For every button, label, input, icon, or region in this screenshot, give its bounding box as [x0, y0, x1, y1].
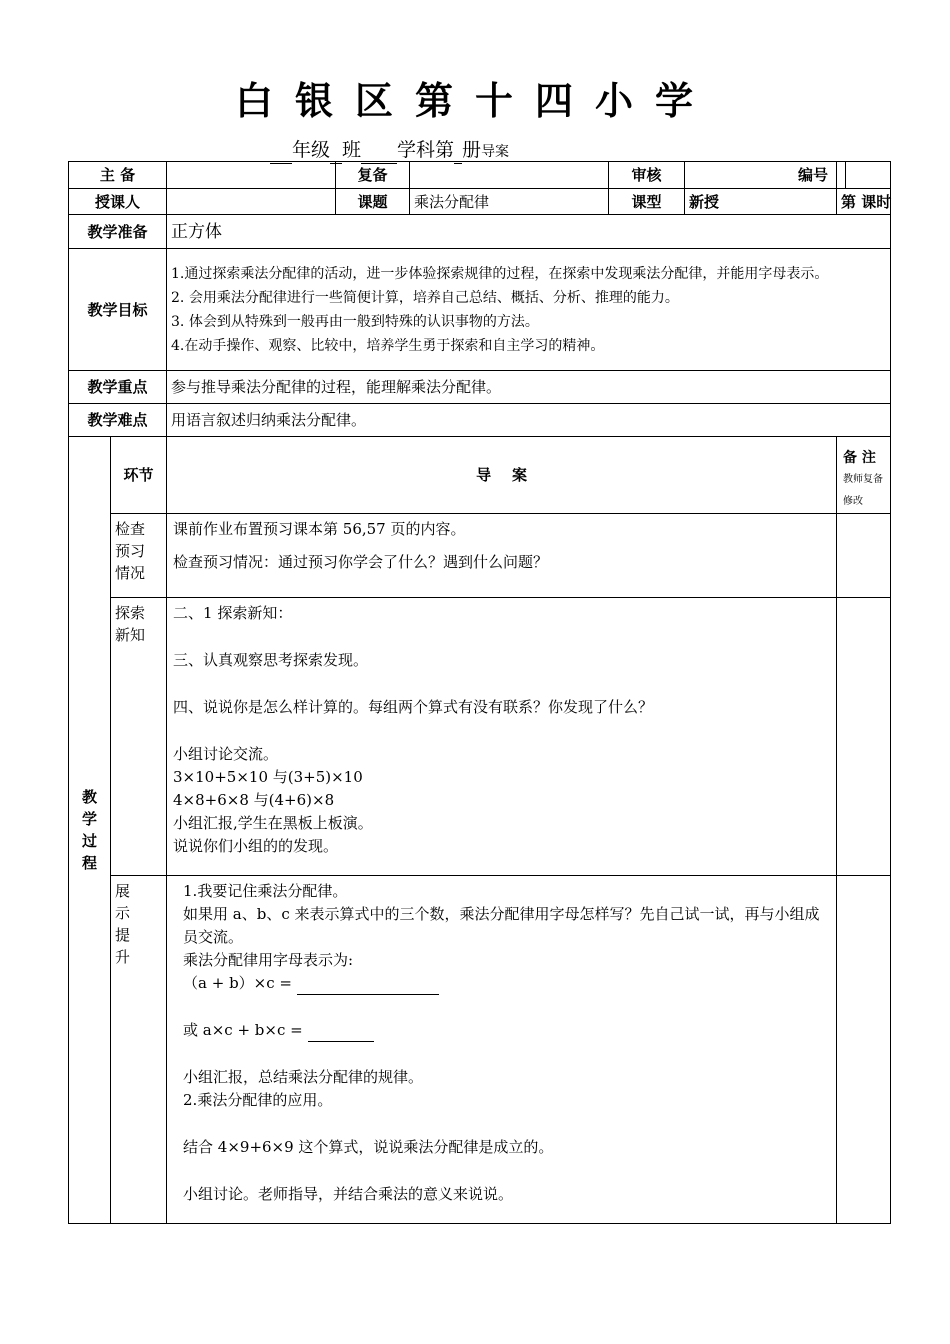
teacher-value: [167, 189, 336, 215]
key-point-label: 教学重点: [69, 371, 167, 404]
difficulty-label: 教学难点: [69, 404, 167, 437]
answer-blank[interactable]: [297, 976, 439, 995]
row-section-show: [69, 876, 891, 1224]
goals-label: 教学目标: [69, 249, 167, 371]
section-note: [837, 876, 891, 1224]
school-title: 白银区第十四小学: [234, 79, 715, 123]
section-content: 二、1 探索新知： 三、认真观察思考探索发现。 四、说说你是怎么样计算的。每组两个算式有没有联系？你发现了什么？ 小组讨论交流。 3×10+5×10 与(3+5)×10 4×8+6×8 与(4+6)×8 小组汇报,学生在黑板上板演。 说说你们小组的的发现。: [167, 598, 837, 876]
shenhe-label: 审核: [609, 162, 685, 189]
goal-item: 2. 会用乘法分配律进行一些简便计算，培养自己总结、概括、分析、推理的能力。: [171, 289, 679, 306]
fubei-label: 复备: [336, 162, 410, 189]
subject-label: 学科第: [397, 139, 455, 161]
bianhao-label: 编号: [837, 162, 846, 189]
topic-value: 乘法分配律: [410, 189, 609, 215]
goal-item: 4.在动手操作、观察、比较中，培养学生勇于探索和自主学习的精神。: [171, 337, 605, 354]
volume-label: 册: [462, 139, 482, 161]
class-label: 班: [342, 139, 362, 161]
note-column-header: 备 注 教师复备修改: [837, 437, 891, 514]
process-label: 教 学 过 程: [69, 437, 111, 1224]
section-note: [837, 598, 891, 876]
row-section-preview: [69, 514, 891, 598]
row-section-explore: [69, 598, 891, 876]
goal-item: 1.通过探索乘法分配律的活动，进一步体验探索规律的过程，在探索中发现乘法分配律，并能用字母表示。: [171, 265, 829, 282]
preparation-value: 正方体: [167, 215, 891, 249]
section-name: 展 示 提 升: [111, 876, 167, 1224]
section-content: 课前作业布置预习课本第 56,57 页的内容。 检查预习情况：通过预习你学会了什么？遇到什么问题？: [167, 514, 837, 598]
row-preparers: [69, 162, 891, 189]
row-goals: [69, 249, 891, 371]
difficulty-value: 用语言叙述归纳乘法分配律。: [167, 404, 891, 437]
bianhao-value: [846, 162, 891, 189]
zhubei-label: 主 备: [69, 162, 167, 189]
answer-blank[interactable]: [308, 1023, 374, 1042]
plan-column-header: 导 案: [167, 437, 837, 514]
lesson-plan-table: [68, 161, 891, 1224]
row-difficulty: [69, 404, 891, 437]
section-name: 探索 新知: [111, 598, 167, 876]
goal-item: 3. 体会到从特殊到一般再由一般到特殊的认识事物的方法。: [171, 313, 539, 330]
grade-label: 年级: [292, 139, 331, 161]
row-course: [69, 189, 891, 215]
section-name: 检查 预习 情况: [111, 514, 167, 598]
zhubei-value: [167, 162, 336, 189]
section-column-header: 环节: [111, 437, 167, 514]
type-value: 新授: [685, 189, 837, 215]
period-label: 第 课时: [837, 189, 891, 215]
preparation-label: 教学准备: [69, 215, 167, 249]
row-process-header: [69, 437, 891, 514]
row-preparation: [69, 215, 891, 249]
section-note: [837, 514, 891, 598]
topic-label: 课题: [336, 189, 410, 215]
type-label: 课型: [609, 189, 685, 215]
key-point-value: 参与推导乘法分配律的过程，能理解乘法分配律。: [167, 371, 891, 404]
row-key-point: [69, 371, 891, 404]
subtitle: [270, 138, 509, 162]
subtitle-suffix: 导案: [481, 144, 510, 160]
section-content: 1.我要记住乘法分配律。 如果用 a、b、c 来表示算式中的三个数，乘法分配律用字母怎样写？先自己试一试，再与小组成员交流。 乘法分配律用字母表示为: （a + b）×c = 或 a×c + b×c = 小组汇报，总结乘法分配律的规律。 2.乘法分配律的应用。 结合 4×9+6×9 这个算式，说说乘法分配律是成立的。 小组讨论。老师指导，并结合乘法的意义来说说。: [167, 876, 837, 1224]
goals-list: [167, 249, 891, 371]
fubei-value: [410, 162, 609, 189]
teacher-label: 授课人: [69, 189, 167, 215]
